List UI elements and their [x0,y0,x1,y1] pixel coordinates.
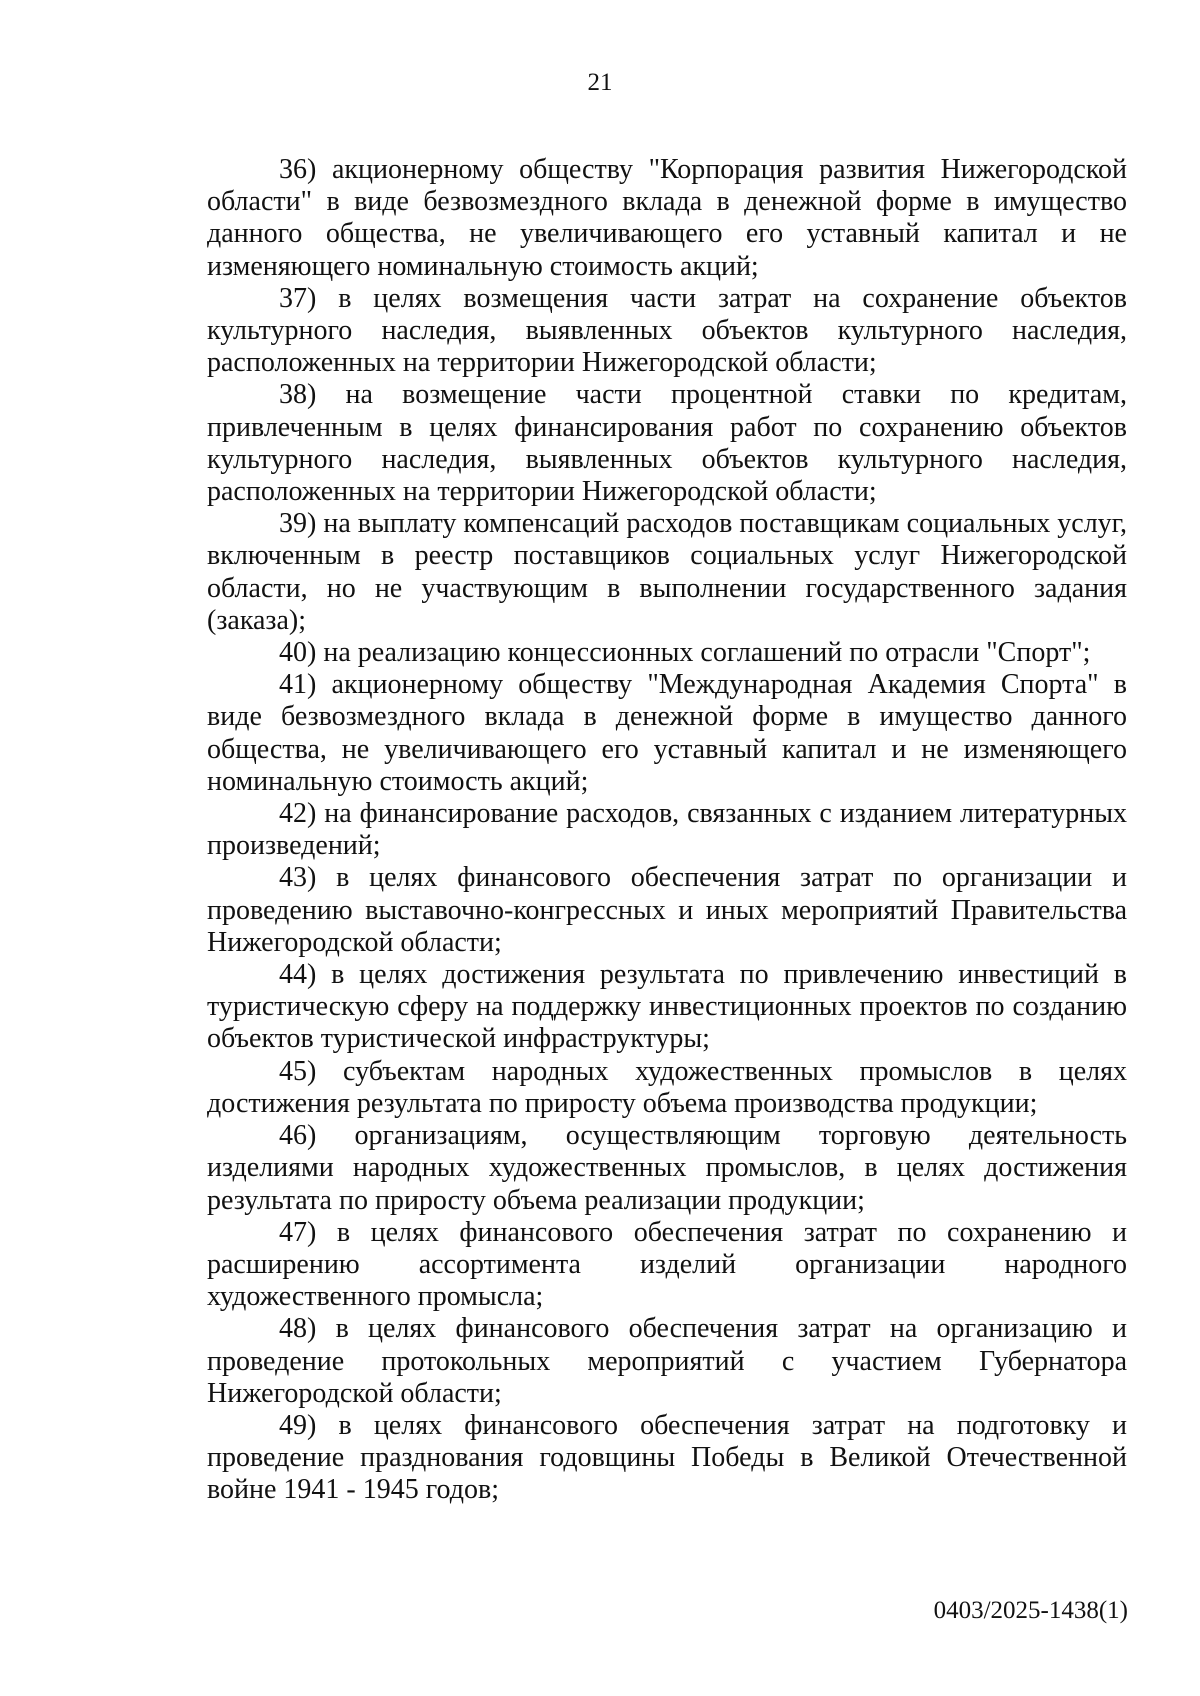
list-item [207,637,1127,669]
item-text: акционерному обществу "Международная Академия Спорта" в виде безвозмездного вклада в денежной форме в имущество данного общества, не увеличивающего его уставный капитал и не изменяющего номинальную стоимость акций; [207,669,1128,797]
item-number: 42) [279,798,317,830]
list-item [207,1120,1127,1217]
item-number: 46) [279,1120,317,1152]
item-number: 39) [279,508,317,540]
list-item [207,283,1127,380]
list-item [207,959,1127,1056]
item-text: в целях возмещения части затрат на сохранение объектов культурного наследия, выявленных объектов культурного наследия, расположенных на территории Нижегородской области; [207,282,1128,379]
item-number: 47) [279,1216,317,1248]
item-number: 37) [279,282,317,314]
item-number: 49) [279,1409,317,1441]
list-item [207,1410,1127,1507]
item-number: 43) [279,862,317,894]
item-text: на реализацию концессионных соглашений по отрасли "Спорт"; [323,637,1091,669]
list-item [207,379,1127,508]
item-number: 45) [279,1055,317,1087]
list-item [207,798,1127,862]
item-text: субъектам народных художественных промыслов в целях достижения результата по приросту объема производства продукции; [207,1055,1128,1119]
item-text: в целях финансового обеспечения затрат на подготовку и проведение празднования годовщины Победы в Великой Отечественной войне 1941 - 1945 годов; [207,1409,1127,1506]
list-item [207,862,1127,959]
page-number: 21 [587,69,613,96]
item-text: на выплату компенсаций расходов поставщикам социальных услуг, включенным в реестр поставщиков социальных услуг Нижегородской области, но не участвующим в выполнении государственного задания (заказа); [207,508,1128,636]
item-text: организациям, осуществляющим торговую деятельность изделиями народных художественных промыслов, в целях достижения результата по приросту объема реализации продукции; [207,1120,1128,1216]
item-number: 36) [279,154,317,185]
document-body [207,154,1127,1507]
item-text: в целях финансового обеспечения затрат по организации и проведению выставочно-конгрессных и иных мероприятий Правительства Нижегородской области; [207,862,1128,958]
list-item [207,1217,1127,1314]
list-item [207,1313,1127,1410]
item-number: 41) [279,669,317,701]
item-number: 38) [279,379,317,411]
item-number: 40) [279,637,317,669]
item-text: акционерному обществу "Корпорация развития Нижегородской области" в виде безвозмездного вклада в денежной форме в имущество данного общества, не увеличивающего его уставный капитал и не изменяющего номинальную стоимость акций; [207,154,1127,282]
list-item [207,669,1127,798]
item-number: 44) [279,959,317,991]
item-text: на возмещение части процентной ставки по кредитам, привлеченным в целях финансирования работ по сохранению объектов культурного наследия, выявленных объектов культурного наследия, расположенных на территории Нижегородской области; [207,379,1128,508]
list-item [207,1056,1127,1120]
list-item [207,508,1127,637]
item-text: в целях финансового обеспечения затрат на организацию и проведение протокольных мероприятий с участием Губернатора Нижегородской области; [207,1313,1128,1409]
item-text: в целях финансового обеспечения затрат по сохранению и расширению ассортимента изделий организации народного художественного промысла; [207,1216,1127,1313]
list-item [207,154,1127,283]
item-text: в целях достижения результата по привлечению инвестиций в туристическую сферу на поддержку инвестиционных проектов по созданию объектов туристической инфраструктуры; [207,959,1127,1055]
item-text: на финансирование расходов, связанных с изданием литературных произведений; [207,798,1128,862]
document-registration-code: 0403/2025-1438(1) [933,1597,1128,1624]
item-number: 48) [279,1313,317,1345]
